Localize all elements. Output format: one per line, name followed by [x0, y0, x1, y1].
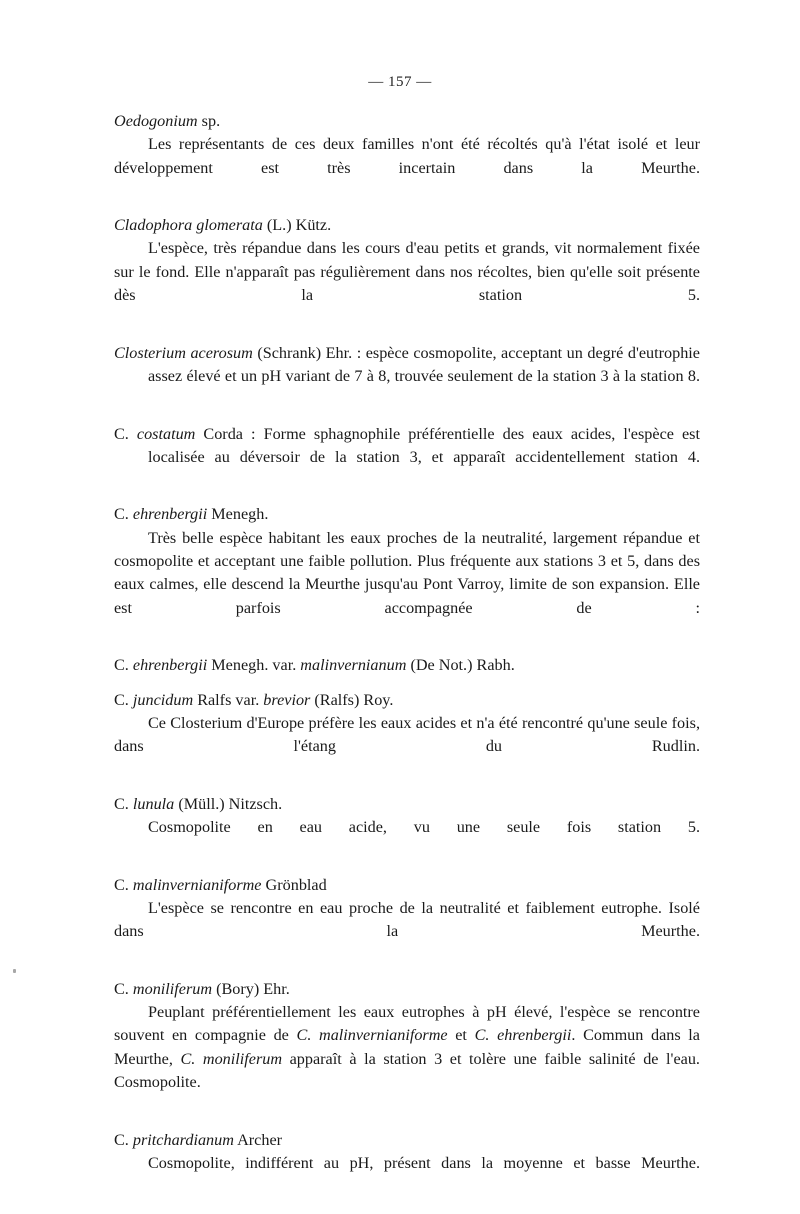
body-text-run: et	[447, 1026, 475, 1045]
genus-abbreviation: C.	[114, 656, 133, 675]
genus-abbreviation: C.	[114, 1130, 133, 1149]
entry-c-malinvernianiforme	[114, 874, 700, 967]
entry-heading	[114, 1129, 700, 1152]
taxon-name-italic: C. moniliferum	[180, 1049, 283, 1068]
body-text-run: . Commun dans la Meurthe,	[114, 1026, 700, 1068]
body-text-run: apparaît à la station 3 et tolère une faible salinité de l'eau. Cosmopolite.	[114, 1049, 700, 1091]
entry-heading	[114, 654, 700, 677]
taxon-name-italic: lunula	[132, 794, 175, 813]
entry-paragraph	[114, 1001, 700, 1117]
entry-heading-with-text	[114, 423, 700, 493]
body-text-column	[114, 110, 700, 1209]
taxon-authority-and-description: (Schrank) Ehr. : espèce cosmopolite, acceptant un degré d'eutrophie assez élevé et un pH variant de 7 à 8, trouvée seulement de la station 3 à la station 8.	[148, 343, 700, 385]
entry-c-ehrenbergii-var-malinvernianum	[114, 654, 700, 677]
entry-paragraph: Cosmopolite en eau acide, vu une seule fois station 5.	[148, 818, 700, 837]
taxon-name-italic: costatum	[136, 424, 196, 443]
taxon-name-italic: moniliferum	[132, 979, 213, 998]
entry-paragraph: Les représentants de ces deux familles n'ont été récoltés qu'à l'état isolé et leur développement est très incertain dans la Meurthe.	[114, 135, 700, 177]
entry-paragraph: Très belle espèce habitant les eaux proches de la neutralité, largement répandue et cosmopolite et acceptant une faible pollution. Plus fréquente aux stations 3 et 5, dans des eaux calmes, elle descend la Meurthe jusqu'au Pont Varroy, limite de son expansion. Elle est parfois accompagnée de :	[114, 528, 700, 617]
entry-heading	[114, 689, 700, 712]
entry-heading	[114, 503, 700, 526]
taxon-authority: Menegh. var.	[207, 656, 301, 675]
genus-abbreviation: C.	[114, 505, 133, 524]
entry-paragraph: L'espèce, très répandue dans les cours d'eau petits et grands, vit normalement fixée sur le fond. Elle n'apparaît pas régulièrement dans nos récoltes, bien qu'elle soit présente dès la station 5.	[114, 239, 700, 305]
taxon-authority: (Bory) Ehr.	[212, 979, 290, 998]
taxon-name-italic: Closterium acerosum	[114, 343, 253, 362]
taxon-name-italic: C. ehrenbergii	[474, 1026, 572, 1045]
taxon-name-italic: Oedogonium	[114, 112, 198, 130]
taxon-authority: sp.	[197, 112, 221, 130]
entry-c-ehrenbergii	[114, 503, 700, 643]
page-folio: — 157 —	[368, 74, 432, 90]
taxon-name-italic: ehrenbergii	[132, 505, 208, 524]
variety-name-italic: malinvernianum	[300, 656, 407, 675]
genus-abbreviation: C.	[114, 979, 133, 998]
entry-heading	[114, 214, 700, 237]
entry-heading	[114, 110, 700, 133]
entry-c-juncidum-var-brevior	[114, 689, 700, 782]
genus-abbreviation: C.	[114, 794, 133, 813]
genus-abbreviation: C.	[114, 875, 133, 894]
entry-heading	[114, 793, 700, 816]
taxon-name-italic: C. malinvernianiforme	[296, 1026, 448, 1045]
body-text-run: Peuplant préférentiellement les eaux eutrophes à pH élevé, l'espèce se rencontre souvent en compagnie de	[114, 1003, 700, 1045]
entry-oedogonium-sp	[114, 110, 700, 203]
variety-authority: (Ralfs) Roy.	[310, 690, 394, 709]
taxon-authority: Menegh.	[207, 505, 269, 524]
genus-abbreviation: C.	[114, 424, 137, 443]
taxon-authority-and-description: Corda : Forme sphagnophile préférentielle des eaux acides, l'espèce est localisée au déversoir de la station 3, et apparaît accidentellement station 4.	[148, 424, 700, 466]
entry-heading-with-text	[114, 342, 700, 412]
entry-heading	[114, 978, 700, 1001]
entry-c-lunula	[114, 793, 700, 863]
taxon-name-italic: Cladophora glomerata	[114, 216, 263, 235]
taxon-name-italic: malinvernianiforme	[132, 875, 262, 894]
taxon-name-italic: ehrenbergii	[132, 656, 208, 675]
taxon-name-italic: juncidum	[132, 690, 194, 709]
entry-closterium-acerosum	[114, 342, 700, 412]
entry-heading	[114, 874, 700, 897]
entry-paragraph: L'espèce se rencontre en eau proche de la neutralité et faiblement eutrophe. Isolé dans la Meurthe.	[114, 898, 700, 941]
entry-c-costatum	[114, 423, 700, 493]
entry-cladophora-glomerata	[114, 214, 700, 330]
variety-authority: (De Not.) Rabh.	[406, 656, 515, 675]
scan-artifact-speck	[13, 969, 16, 973]
taxon-authority: Archer	[233, 1130, 283, 1149]
variety-name-italic: brevior	[263, 690, 311, 709]
genus-abbreviation: C.	[114, 690, 133, 709]
entry-paragraph: Ce Closterium d'Europe préfère les eaux acides et n'a été rencontré qu'une seule fois, dans l'étang du Rudlin.	[114, 713, 700, 756]
entry-c-pritchardianum	[114, 1129, 700, 1199]
taxon-authority: Grönblad	[261, 875, 327, 894]
taxon-name-italic: pritchardianum	[132, 1130, 234, 1149]
entry-paragraph: Cosmopolite, indifférent au pH, présent dans la moyenne et basse Meurthe.	[148, 1153, 700, 1172]
entry-c-moniliferum	[114, 978, 700, 1118]
taxon-authority: Ralfs var.	[193, 690, 264, 709]
taxon-authority: (L.) Kütz.	[262, 216, 332, 235]
taxon-authority: (Müll.) Nitzsch.	[174, 794, 283, 813]
